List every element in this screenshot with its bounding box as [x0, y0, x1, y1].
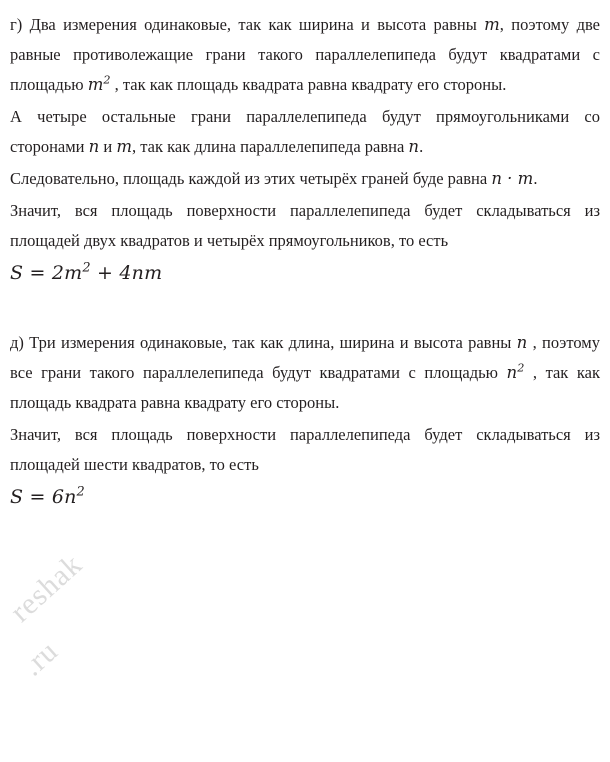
paragraph-g-4 [8, 196, 602, 256]
text-run: , поэтому две равные противолежащие грани такого параллелепипеда будут квадратами с площадью [10, 15, 600, 94]
math-n-times-m: n · m [491, 169, 534, 188]
watermark-line-2: .ru [16, 634, 65, 683]
formula-d-text: $S = 6n^2$ [10, 484, 85, 508]
paragraph-g-1 [8, 10, 602, 100]
text-run: Значит, вся площадь поверхности параллелепипеда будет складываться из площадей двух квадратов и четырёх прямоугольников, то есть [10, 201, 600, 250]
formula-g [8, 258, 602, 288]
text-run: г) Два измерения одинаковые, так как ширина и высота равны [10, 15, 485, 34]
watermark-line-1: reshak [4, 547, 89, 629]
math-n: n [88, 137, 100, 156]
text-run: Следовательно, площадь каждой из этих четырёх граней буде равна [10, 169, 492, 188]
paragraph-d-2 [8, 420, 602, 480]
paragraph-g-3 [8, 164, 602, 194]
text-run: . [419, 137, 424, 156]
text-run: А четыре остальные грани параллелепипеда будут прямоугольниками со сторонами [10, 107, 600, 156]
text-run: , так как длина параллелепипеда равна [132, 137, 409, 156]
watermark [2, 547, 152, 683]
text-run: , так как площадь квадрата равна квадрату его стороны. [10, 363, 600, 412]
text-run: , поэтому все грани такого параллелепипеда будут квадратами с площадью [10, 333, 601, 382]
math-n-squared: $n^2$ [506, 361, 525, 382]
math-n: n [516, 333, 528, 352]
text-run: д) Три измерения одинаковые, так как длина, ширина и высота равны [10, 333, 517, 352]
text-run: . [533, 169, 538, 188]
paragraph-d-1 [8, 328, 602, 418]
math-m-squared: $m^2$ [87, 73, 111, 94]
math-n: n [408, 137, 420, 156]
paragraph-g-2 [8, 102, 602, 162]
text-run: и [99, 137, 117, 156]
math-m: m [484, 15, 500, 34]
text-run: Значит, вся площадь поверхности параллелепипеда будет складываться из площадей шести квадратов, то есть [10, 425, 600, 474]
formula-g-text: $S = 2m^2 + 4nm$ [10, 260, 163, 284]
formula-d [8, 482, 602, 512]
text-run: , так как площадь квадрата равна квадрату его стороны. [110, 75, 507, 94]
math-m: m [116, 137, 133, 156]
